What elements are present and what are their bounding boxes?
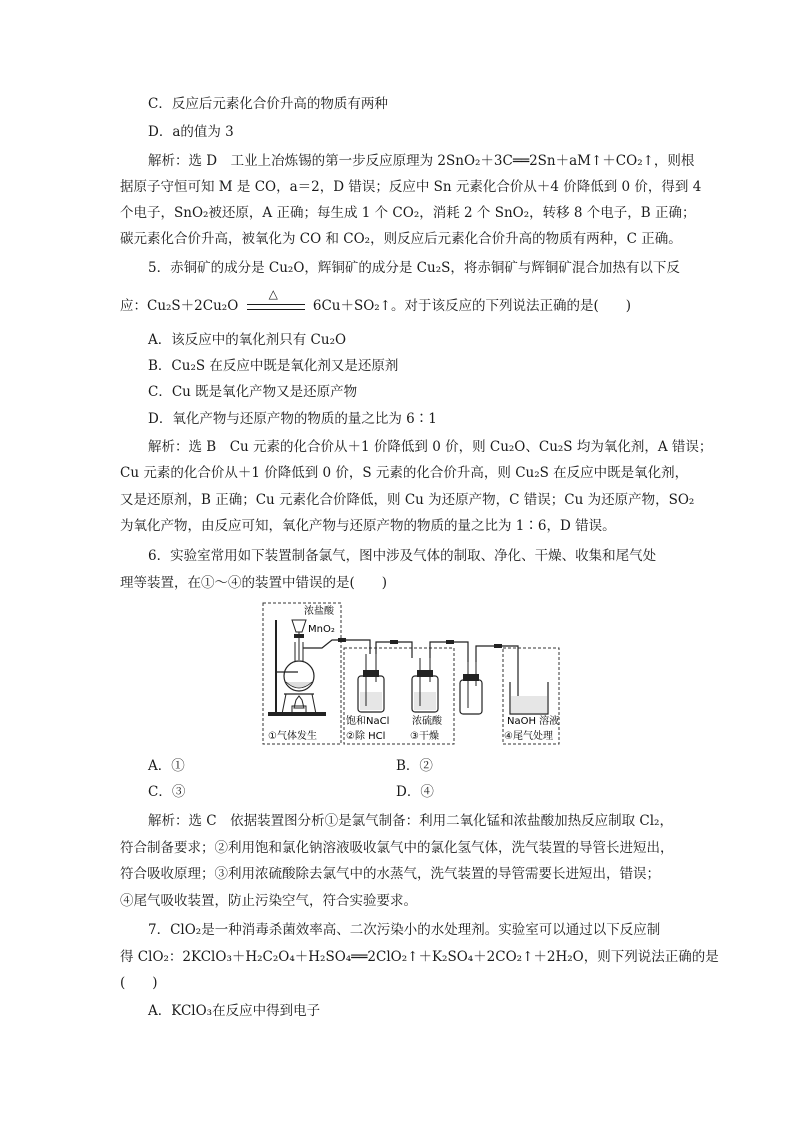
conc-hcl-label: 浓盐酸 [304, 606, 334, 617]
mno2-label: MnO₂ [308, 624, 335, 635]
q4-option-d: D．a的值为 3 [148, 124, 234, 140]
q5-stem-line-2 [120, 286, 632, 316]
q6-option-a: A．① [148, 758, 185, 774]
q6-option-c: C．③ [148, 784, 186, 800]
q6-stem-line-2: 理等装置，在①～④的装置中错误的是( ) [120, 575, 388, 591]
q5-option-b: B．Cu₂S 在反应中既是氧化剂又是还原剂 [148, 358, 399, 374]
q4-option-c: C．反应后元素化合价升高的物质有两种 [148, 96, 388, 112]
q6-analysis-line-2: 符合制备要求；②利用饱和氯化钠溶液吸收氯气中的氯化氢气体，洗气装置的导管长进短出， [120, 840, 674, 856]
q5-option-d: D．氧化产物与还原产物的物质的量之比为 6∶1 [148, 411, 437, 427]
q5-option-a: A．该反应中的氧化剂只有 Cu₂O [148, 332, 347, 348]
equals-bar-top [247, 304, 305, 305]
q7-stem-line-1: 7．ClO₂是一种消毒杀菌效率高、二次污染小的水处理剂。实验室可以通过以下反应制 [148, 922, 661, 938]
q4-analysis-line-4: 碳元素化合价升高，被氧化为 CO 和 CO₂，则反应后元素化合价升高的物质有两种，C 正确。 [120, 231, 682, 247]
q6-analysis-line-1: 解析：选 C 依据装置图分析①是氯气制备：利用二氧化锰和浓盐酸加热反应制取 Cl₂， [148, 813, 673, 829]
q4-analysis-line-2: 据原子守恒可知 M 是 CO，a＝2，D 错误；反应中 Sn 元素化合价从＋4 价降低到 0 价，得到 4 [120, 179, 702, 195]
q5-analysis-line-1: 解析：选 B Cu 元素的化合价从＋1 价降低到 0 价，则 Cu₂O、Cu₂S 均为氧化剂，A 错误； [148, 439, 713, 455]
q5-stem-line-1: 5．赤铜矿的成分是 Cu₂O，辉铜矿的成分是 Cu₂S，将赤铜矿与辉铜矿混合加热有以下反 [148, 260, 680, 276]
q5-equation-right: 6Cu＋SO₂↑。对于该反应的下列说法正确的是( ) [312, 298, 632, 314]
q6-stem-line-1: 6．实验室常用如下装置制备氯气，图中涉及气体的制取、净化、干燥、收集和尾气处 [148, 548, 657, 564]
nacl-label: 饱和NaCl [346, 716, 390, 727]
chlorine-apparatus-figure [262, 602, 562, 746]
gen-label: ①气体发生 [268, 731, 317, 742]
heat-condition: △ [268, 286, 278, 301]
q7-stem-line-2: 得 ClO₂：2KClO₃＋H₂C₂O₄＋H₂SO₄══2ClO₂↑＋K₂SO₄＋2CO₂↑＋2H₂O，则下列说法正确的是 [120, 949, 719, 965]
q6-analysis-line-4: ④尾气吸收装置，防止污染空气，符合实验要求。 [120, 893, 417, 909]
q7-stem-line-3: ( ) [120, 975, 158, 991]
q5-analysis-line-3: 又是还原剂，B 正确；Cu 元素化合价降低，则 Cu 为还原产物，C 错误；Cu 为还原产物，SO₂ [120, 492, 695, 508]
q4-analysis-line-1: 解析：选 D 工业上冶炼锡的第一步反应原理为 2SnO₂＋3C══2Sn＋aM↑＋CO₂↑，则根 [148, 153, 695, 169]
q6-option-d: D．④ [396, 784, 434, 800]
q5-equation-left: 应：Cu₂S＋2Cu₂O [120, 298, 239, 314]
tail-label: ④尾气处理 [504, 731, 553, 742]
naoh-label: NaOH 溶液 [507, 716, 560, 727]
q5-equation-arrow [247, 286, 305, 314]
hcl-label: ②除 HCl [346, 731, 386, 742]
dry-label: ③干燥 [410, 731, 439, 742]
q7-option-a: A．KClO₃在反应中得到电子 [148, 1003, 321, 1019]
q5-option-c: C．Cu 既是氧化产物又是还原产物 [148, 384, 358, 400]
q5-analysis-line-2: Cu 元素的化合价从＋1 价降低到 0 价，S 元素的化合价升高，则 Cu₂S 在反应中既是氧化剂， [120, 465, 689, 481]
h2so4-label: 浓硫酸 [412, 716, 442, 727]
equals-bar-bottom [247, 309, 305, 310]
q4-analysis-line-3: 个电子，SnO₂被还原，A 正确；每生成 1 个 CO₂，消耗 2 个 SnO₂，转移 8 个电子，B 正确； [120, 205, 696, 221]
q6-option-b: B．② [396, 758, 433, 774]
q6-analysis-line-3: 符合吸收原理；③利用浓硫酸除去氯气中的水蒸气，洗气装置的导管需要长进短出，错误； [120, 866, 660, 882]
q5-analysis-line-4: 为氧化产物，由反应可知，氧化产物与还原产物的物质的量之比为 1∶6，D 错误。 [120, 518, 616, 534]
